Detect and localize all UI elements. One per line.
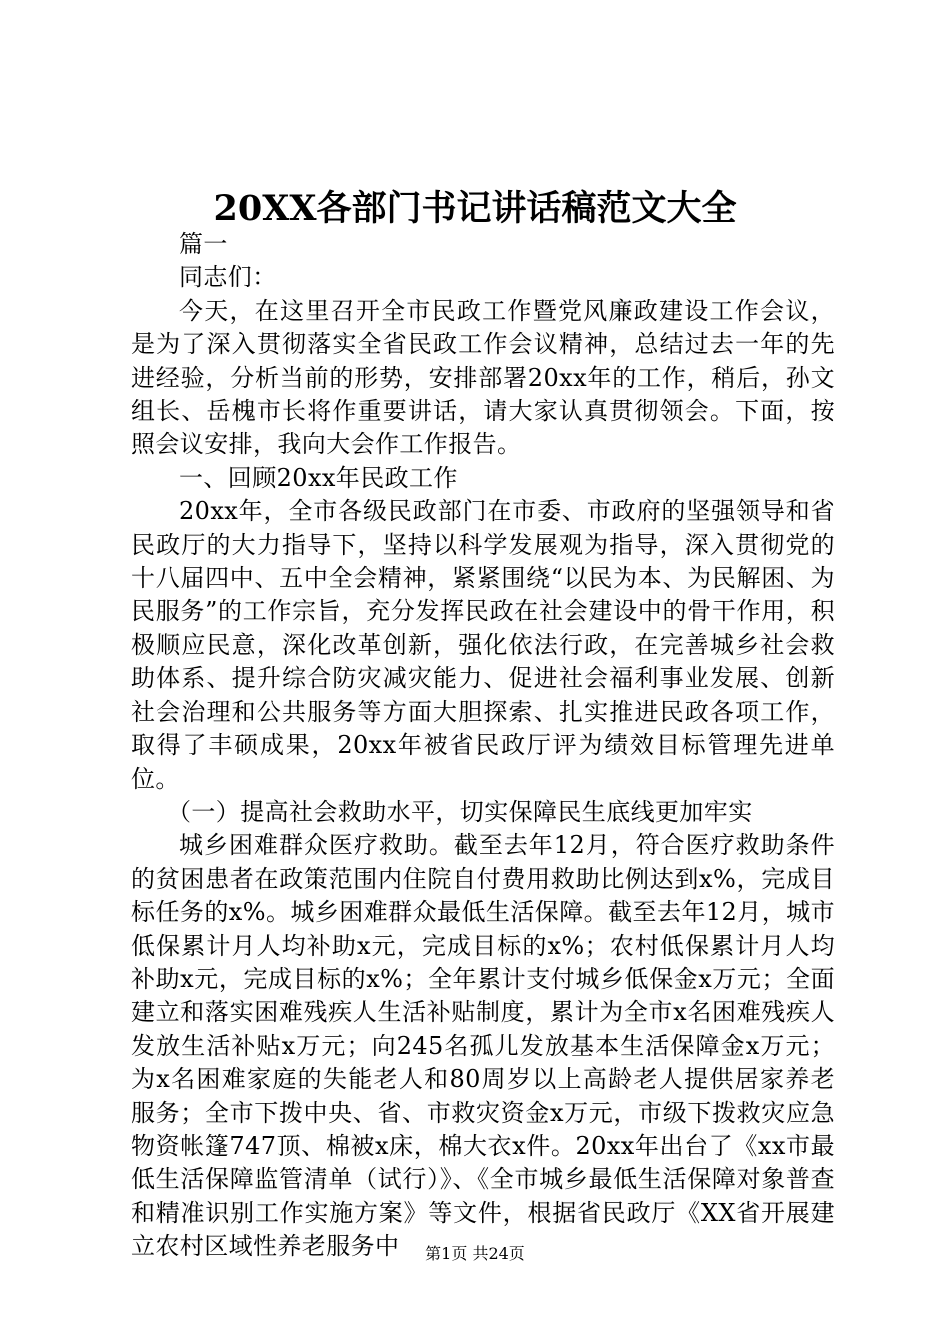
document-title: 20XX各部门书记讲话稿范文大全 (213, 188, 737, 229)
subheading-social-aid: （一）提高社会救助水平，切实保障民生底线更加牢实 (167, 797, 753, 826)
salutation: 同志们： (179, 263, 277, 292)
heading-review: 一、回顾20xx年民政工作 (179, 463, 458, 492)
page-footer: 第1页 共24页 (425, 1244, 525, 1263)
paragraph-review: 20xx年，全市各级民政部门在市委、市政府的坚强领导和省民政厅的大力指导下，坚持以科学发展观为指导，深入贯彻党的十八届四中、五中全会精神，紧紧围绕“以民为本、为民解困、为民服务”的工作宗旨，充分发挥民政在社会建设中的骨干作用，积极顺应民意，深化改革创新，强化依法行政，在完善城乡社会救助体系、提升综合防灾减灾能力、促进社会福利事业发展、创新社会治理和公共服务等方面大胆探索、扎实推进民政各项工作，取得了丰硕成果，20xx年被省民政厅评为绩效目标管理先进单位。 (131, 497, 835, 793)
paragraph-social-aid: 城乡困难群众医疗救助。截至去年12月，符合医疗救助条件的贫困患者在政策范围内住院自付费用救助比例达到x%，完成目标任务的x%。城乡困难群众最低生活保障。截至去年12月，城市低保累计月人均补助x元，完成目标的x%；农村低保累计月人均补助x元，完成目标的x%；全年累计支付城乡低保金x万元；全面建立和落实困难残疾人生活补贴制度，累计为全市x名困难残疾人发放生活补贴x万元；向245名孤儿发放基本生活保障金x万元；为x名困难家庭的失能老人和80周岁以上高龄老人提供居家养老服务；全市下拨中央、省、市救灾资金x万元，市级下拨救灾应急物资帐篷747顶、棉被x床，棉大衣x件。20xx年出台了《xx市最低生活保障监管清单（试行）》、《全市城乡最低生活保障对象普查和精准识别工作实施方案》等文件，根据省民政厅《XX省开展建立农村区域性养老服务中 (131, 831, 835, 1261)
document-body (131, 228, 835, 1264)
paragraph-intro: 今天，在这里召开全市民政工作暨党风廉政建设工作会议，是为了深入贯彻落实全省民政工作会议精神，总结过去一年的先进经验，分析当前的形势，安排部署20xx年的工作，稍后，孙文组长、岳槐市长将作重要讲话，请大家认真贯彻领会。下面，按照会议安排，我向大会作工作报告。 (131, 296, 835, 459)
section-label: 篇一 (179, 230, 228, 258)
